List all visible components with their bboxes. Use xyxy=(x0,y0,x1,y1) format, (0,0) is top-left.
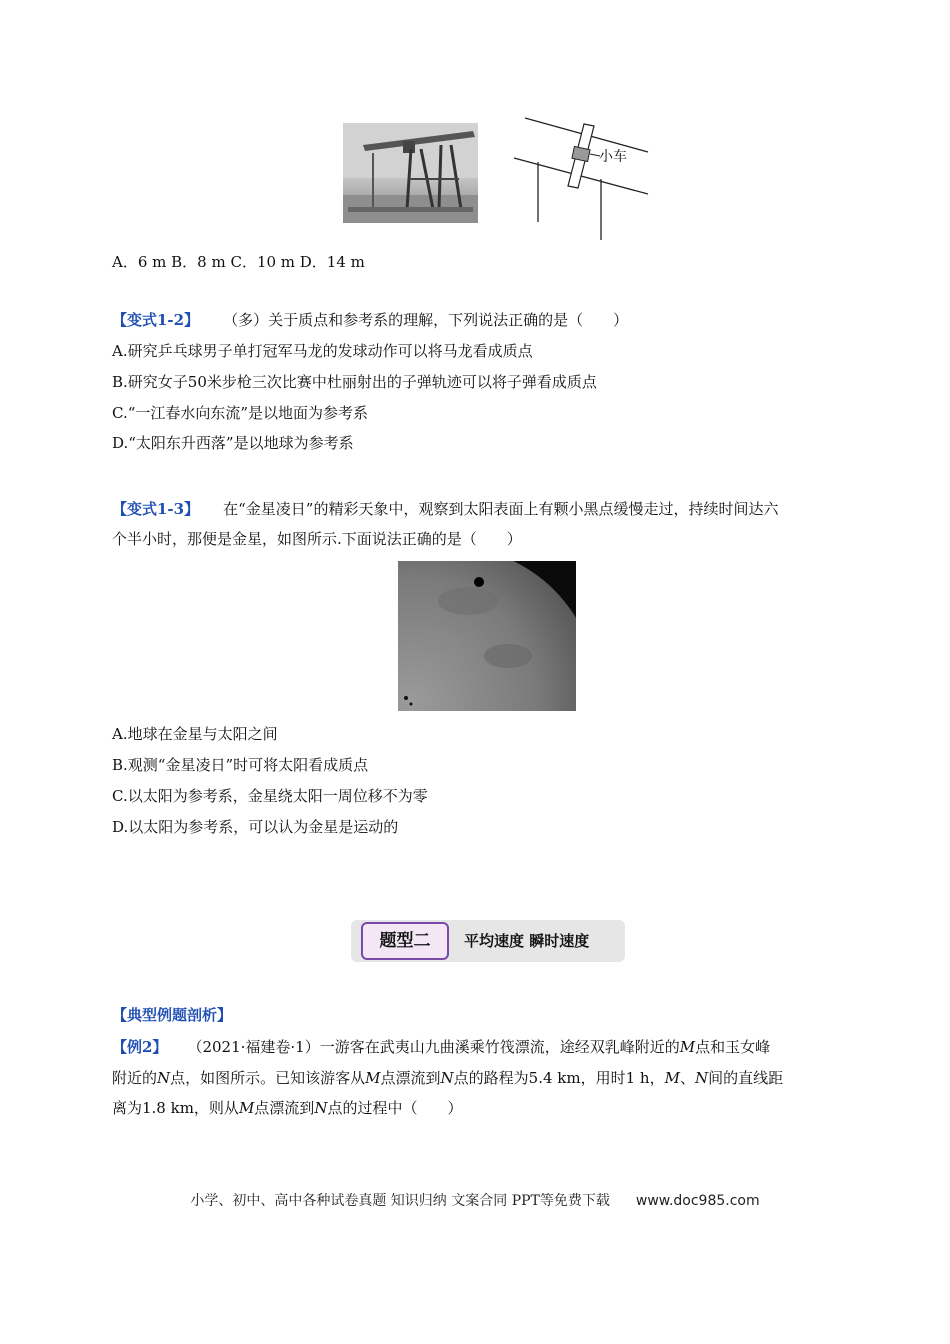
example-heading: 【典型例题剖析】 xyxy=(112,1006,233,1024)
venus-transit-photo xyxy=(398,561,576,711)
crane-photo xyxy=(343,123,478,223)
point-n: N xyxy=(157,1069,171,1087)
example-text-2c: 点漂流到 xyxy=(380,1069,441,1087)
q1-2-option-c: C.“一江春水向东流”是以地面为参考系 xyxy=(112,404,369,422)
section-badge: 题型二 xyxy=(361,922,449,960)
q1-2-tag: 【变式1-2】 xyxy=(112,311,200,329)
example-text-2b: 点，如图所示。已知该游客从 xyxy=(170,1069,366,1087)
footer-url[interactable]: www.doc985.com xyxy=(635,1193,760,1209)
point-m: M xyxy=(664,1069,680,1087)
example-text-1b: 点和玉女峰 xyxy=(695,1038,771,1056)
example-text-1a: 一游客在武夷山九曲溪乘竹筏漂流，途经双乳峰附近的 xyxy=(319,1038,680,1056)
q1-3-option-c: C.以太阳为参考系，金星绕太阳一周位移不为零 xyxy=(112,787,428,805)
point-n: N xyxy=(440,1069,454,1087)
q1-3-stem-1: 在“金星凌日”的精彩天象中，观察到太阳表面上有颗小黑点缓慢走过，持续时间达六 xyxy=(223,500,779,518)
example-text-3a: 离为1.8 km，则从 xyxy=(112,1099,239,1117)
crane-diagram xyxy=(510,112,650,242)
example-line3 xyxy=(112,1098,462,1118)
q1-3-option-a: A.地球在金星与太阳之间 xyxy=(112,725,278,743)
section-header xyxy=(351,920,625,962)
example-source: （2021·福建卷·1） xyxy=(187,1038,320,1056)
q1-3-tag: 【变式1-3】 xyxy=(112,500,200,518)
q1-2-option-b: B.研究女子50米步枪三次比赛中杜丽射出的子弹轨迹可以将子弹看成质点 xyxy=(112,373,597,391)
q1-2-option-d: D.“太阳东升西落”是以地球为参考系 xyxy=(112,434,354,452)
venus-dot xyxy=(474,577,484,587)
point-m: M xyxy=(679,1038,696,1056)
q1-3-stem-line1 xyxy=(112,499,778,519)
point-n: N xyxy=(694,1069,709,1087)
example-line2 xyxy=(112,1068,783,1088)
trolley-label: 小车 xyxy=(599,149,627,165)
page-footer xyxy=(0,1190,950,1210)
example-text-3b: 点漂流到 xyxy=(254,1099,315,1117)
footer-text: 小学、初中、高中各种试卷真题 知识归纳 文案合同 PPT等免费下载 xyxy=(190,1193,610,1209)
q1-2-stem-line xyxy=(112,310,628,330)
q1-3-option-d: D.以太阳为参考系，可以认为金星是运动的 xyxy=(112,818,399,836)
example-text-2f: 间的直线距 xyxy=(708,1069,784,1087)
example-text-2a: 附近的 xyxy=(112,1069,158,1087)
q1-2-stem: （多）关于质点和参考系的理解，下列说法正确的是（ ） xyxy=(223,311,629,329)
example-text-2e: 、 xyxy=(679,1069,695,1087)
q1-2-option-a: A.研究乒乓球男子单打冠军马龙的发球动作可以将马龙看成质点 xyxy=(112,342,533,360)
section-title: 平均速度 瞬时速度 xyxy=(464,932,590,950)
q1-3-option-b: B.观测“金星凌日”时可将太阳看成质点 xyxy=(112,756,369,774)
q1-1-options: A．6 m B．8 m C．10 m D．14 m xyxy=(112,253,365,271)
point-m: M xyxy=(238,1099,255,1117)
q1-3-stem-line2: 个半小时，那便是金星，如图所示.下面说法正确的是（ ） xyxy=(112,530,522,548)
example-tag: 【例2】 xyxy=(112,1038,168,1056)
sun-disk-drawing xyxy=(398,561,576,711)
example-line1 xyxy=(112,1037,770,1057)
example-text-2d: 点的路程为5.4 km，用时1 h， xyxy=(453,1069,665,1087)
example-text-3c: 点的过程中（ ） xyxy=(327,1099,463,1117)
crane-photo-drawing xyxy=(343,123,478,223)
point-m: M xyxy=(365,1069,381,1087)
point-n: N xyxy=(314,1099,328,1117)
